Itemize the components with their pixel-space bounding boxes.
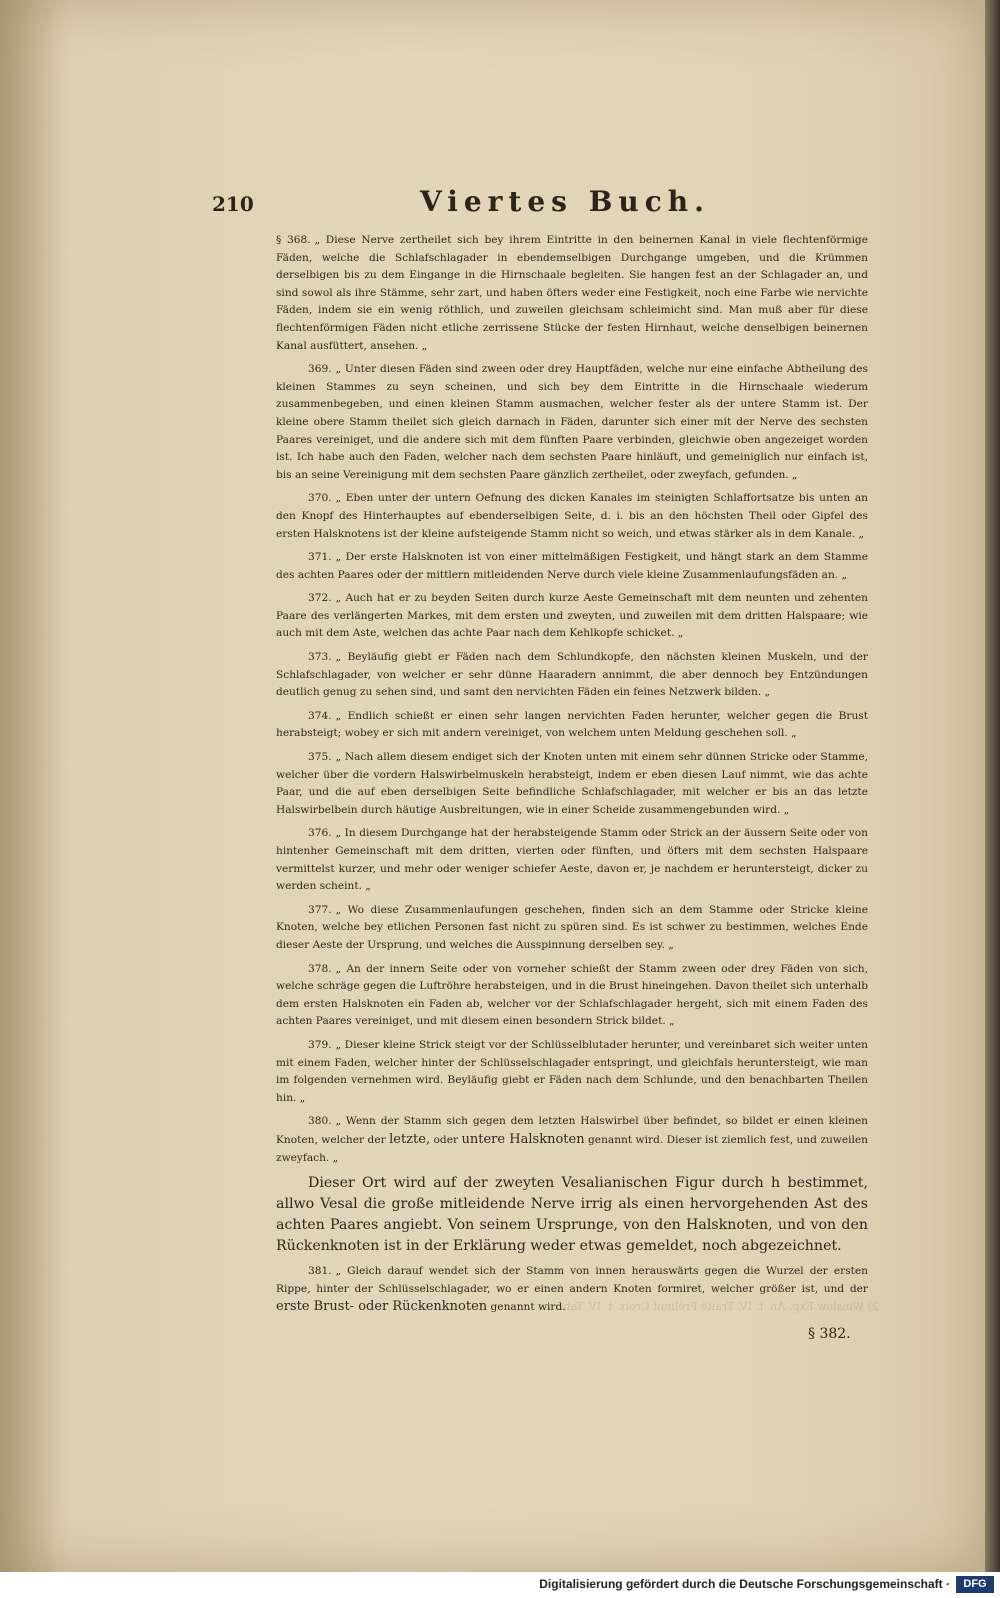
footer-bar (0, 1572, 1000, 1598)
paragraph-number: 377. (308, 903, 332, 916)
paragraph-text: „ Unter diesen Fäden sind zween oder drey Hauptfäden, welche nur eine einfache Abtheilung des kleinen Stammes zu seyn scheinen, und sich bey dem Eintritte in die Hirnschaale wiederum zusammenbegeben, und einen kleinen Stamm ausmachen, welcher fester als der untere Stamm ist. Der kleine obere Stamm theilet sich gleich darnach in Fäden, darunter sich einer mit der Nerve des sechsten Paares vereiniget, und die andere sich mit dem fünften Paare verbinden, gleichwie oben angezeiget worden ist. Ich habe auch den Faden, welcher nach dem sechsten Paare hinläuft, und gemeiniglich nur einfach ist, bis an seine Vereinigung mit dem sechsten Paare gänzlich zertheilet, oder zweyfach, gefunden. „ (276, 363, 868, 481)
paragraph-369 (276, 361, 868, 484)
paragraph-375 (276, 749, 868, 819)
paragraph-368 (276, 232, 868, 355)
paragraph-text: oder (433, 1133, 459, 1146)
paragraph-number: 376. (308, 827, 332, 840)
paragraph-number: 380. (308, 1115, 332, 1128)
commentary-note: Dieser Ort wird auf der zweyten Vesalianischen Figur durch h bestimmet, allwo Vesal die große mitleidende Nerve irrig als einen hervorgehenden Ast des achten Paares angiebt. Von seinem Ursprunge, von den Halsknoten, und von den Rückenknoten ist in der Erklärung weder etwas gemeldet, noch abgezeichnet. (276, 1175, 868, 1255)
paragraph-text: „ Eben unter der untern Oefnung des dicken Kanales im steinigten Schlaffortsatze bis unten an den Knopf des Hinterhauptes auf ebenderselbigen Seite, d. i. bis an den höchsten Theil oder Gipfel des ersten Halsknotens ist der kleine aufsteigende Stamm nicht so weich, und etwas stärker als in dem Kanale. „ (276, 492, 868, 540)
running-head: Viertes Buch. (420, 185, 710, 218)
paragraph-text: „ Nach allem diesem endiget sich der Knoten unten mit einem sehr dünnen Stricke oder Stamme, welcher über die vordern Halswirbelmuskeln herabsteigt, indem er eben diesen Lauf nimmt, wie das achte Paar, und die auf eben derselbigen Seite befindliche Schlafschlagader, mit welcher er bis an das letzte Halswirbelbein durch häutige Ausbreitungen, wie in einer Scheide zusammengebunden wird. „ (276, 751, 868, 816)
paragraph-text: „ Dieser kleine Strick steigt vor der Schlüsselblutader herunter, und vereinbaret sich weiter unten mit einem Faden, welcher hinter der Schlüsselschlagader entspringt, und gleichfals heruntersteigt, wie man im folgenden vernehmen wird. Beyläufig giebt er Fäden nach dem Schlunde, und den benachbarten Theilen hin. „ (276, 1038, 868, 1104)
body-text (276, 232, 868, 1323)
paragraph-number: 381. (308, 1265, 332, 1278)
paragraph-381 (276, 1263, 868, 1317)
emphasized-term: letzte, (389, 1131, 431, 1147)
bleed-through-text: 2) Winslow Exp. An. t. IV. Traité Prélimit Croix. t. IV. Tab. (560, 1300, 879, 1313)
paragraph-text: „ In diesem Durchgange hat der herabsteigende Stamm oder Strick an der äussern Seite oder von hintenher Gemeinschaft mit dem dritten, vierten oder fünften, und öfters mit dem sechsten Halspaare vermittelst kurzer, und mehr oder weniger schiefer Aeste, davon er, je nachdem er heruntersteigt, dicker zu werden scheint. „ (276, 827, 868, 893)
paragraph-text: „ Beyläufig giebt er Fäden nach dem Schlundkopfe, den nächsten kleinen Muskeln, und der Schlafschlagader, von welcher er sehr dünne Haaradern annimmt, die aber dennoch bey Entzündungen deutlich genug zu sehen sind, und samt den nervichten Fäden ein feines Netzwerk bilden. „ (276, 651, 868, 699)
paragraph-text: „ Der erste Halsknoten ist von einer mittelmäßigen Festigkeit, und hängt stark an dem Stamme des achten Paares oder der mittlern mitleidenden Nerve durch viele kleine Zusammenlaufungsfäden an. „ (276, 551, 868, 581)
dfg-logo-icon: DFG (956, 1576, 994, 1593)
paragraph-number: 371. (308, 551, 332, 564)
paragraph-number: 375. (308, 751, 332, 764)
catchword: § 382. (808, 1326, 851, 1342)
paragraph-text: „ Wenn der Stamm sich gegen dem letzten Halswirbel über befindet, so bildet er einen kleinen Knoten, welcher der (276, 1115, 868, 1146)
paragraph-372 (276, 590, 868, 643)
paragraph-text: „ Endlich schießt er einen sehr langen nervichten Faden herunter, welcher gegen die Brust herabsteigt; wobey er sich mit andern vereiniget, von welchem unten Meldung geschehen soll. „ (276, 709, 868, 740)
paragraph-text: genannt wird. (490, 1301, 566, 1314)
paragraph-number: 370. (308, 492, 332, 505)
paragraph-number: 373. (308, 651, 332, 664)
emphasized-term: untere Halsknoten (461, 1131, 585, 1147)
gutter-shadow (0, 0, 70, 1572)
paragraph-370 (276, 490, 868, 543)
funding-credit: Digitalisierung gefördert durch die Deutsche Forschungsgemeinschaft · (539, 1577, 950, 1591)
paragraph-374 (276, 708, 868, 743)
paragraph-number: 378. (308, 962, 332, 975)
emphasized-term: erste Brust- oder Rückenknoten (276, 1299, 488, 1315)
paragraph-371 (276, 549, 868, 584)
paragraph-number: 372. (308, 592, 332, 605)
paragraph-text: „ An der innern Seite oder von vorneher schießt der Stamm zween oder drey Fäden von sich, welche schräge gegen die Luftröhre herabsteigen, und in die Brust hineingehen. Davon theilet sich unterhalb dem ersten Halsknoten ein Faden ab, welcher vor der Schlafschlagader hergeht, sich mit einem Faden des achten Paares vereiniget, und mit diesem einen besondern Strick bildet. „ (276, 962, 868, 1028)
paragraph-text: „ Gleich darauf wendet sich der Stamm von innen herauswärts gegen die Wurzel der ersten Rippe, hinter der Schlüsselschlagader, wo er einen andern Knoten formiret, welcher größer ist, und der (276, 1265, 868, 1295)
paragraph-373 (276, 649, 868, 702)
paragraph-text: „ Wo diese Zusammenlaufungen geschehen, finden sich an dem Stamme oder Stricke kleine Knoten, welche bey etlichen Personen fast nicht zu spüren sind. Es ist schwer zu bestimmen, welches Ende dieser Aeste der Ursprung, und welches die Ausspinnung derselben sey. „ (276, 903, 868, 951)
paragraph-text: „ Auch hat er zu beyden Seiten durch kurze Aeste Gemeinschaft mit dem neunten und zehenten Paare des verlängerten Markes, mit dem ersten und zweyten, und zuweilen mit dem dritten Halspaare; wie auch mit dem Aste, welchen das achte Paar nach dem Kehlkopfe schicket. „ (276, 592, 868, 640)
book-edge (985, 0, 1000, 1572)
paragraph-376 (276, 825, 868, 895)
paragraph-380 (276, 1113, 868, 1167)
paragraph-text: „ Diese Nerve zertheilet sich bey ihrem Eintritte in den beinernen Kanal in viele flechtenförmige Fäden, welche die Schlafschlagader in ebendemselbigen Durchgange umgeben, und die Krümmen derselbigen bis zu dem Eingange in die Hirnschaale begleiten. Sie hangen fest an der Schlagader an, und sind sowol als ihre Stämme, sehr zart, und haben öfters weder eine Festigkeit, noch eine Farbe wie nervichte Fäden, indem sie ein wenig röthlich, und zuweilen gleichsam schleimicht sind. Man muß aber für diese flechtenförmigen Fäden nicht etliche zerrissene Stücke der festen Hirnhaut, welche denselbigen beinernen Kanal ausfüttert, ansehen. „ (276, 234, 868, 352)
paragraph-number: § 368. (276, 234, 311, 246)
paragraph-379 (276, 1037, 868, 1107)
paragraph-378 (276, 961, 868, 1031)
paragraph-text: genannt wird. Dieser ist ziemlich fest, und zuweilen zweyfach. „ (276, 1133, 868, 1164)
paragraph-number: 379. (308, 1038, 332, 1051)
paragraph-377 (276, 902, 868, 955)
page-number: 210 (212, 192, 254, 216)
paragraph-number: 369. (308, 363, 332, 376)
paragraph-number: 374. (308, 709, 332, 722)
